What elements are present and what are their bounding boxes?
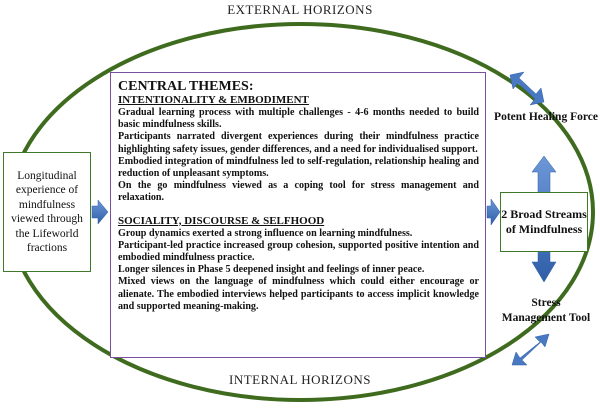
theme-item: Mixed views on the language of mindfulness which could either encourage or alienate. The embodied interviews helped participants to access implicit knowledge and supported meaning-making.: [118, 276, 479, 312]
section-heading-sociality: SOCIALITY, DISCOURSE & SELFHOOD: [118, 214, 325, 227]
internal-horizons-label: INTERNAL HORIZONS: [229, 372, 371, 387]
theme-item: Longer silences in Phase 5 deepened insight and feelings of inner peace.: [118, 264, 425, 276]
upper-diagonal-arrow: [510, 72, 544, 105]
central-themes-box: [110, 72, 486, 358]
theme-item: Participants narrated divergent experiences during their mindfulness practice highlighting safety issues, gender differences, and a need for individualised support.: [118, 131, 479, 155]
central-themes-title: CENTRAL THEMES:: [118, 79, 254, 94]
theme-item: On the go mindfulness viewed as a coping tool for stress management and relaxation.: [118, 180, 479, 204]
lifeworld-text: Longitudinal experience of mindfulness viewed through the Lifeworld fractions: [11, 169, 83, 254]
external-horizons-label: EXTERNAL HORIZONS: [227, 2, 373, 17]
theme-item: Embodied integration of mindfulness led to self-regulation, relationship healing and reduction of unpleasant symptoms.: [118, 155, 479, 180]
streams-text: 2 Broad Streams of Mindfulness: [501, 207, 587, 236]
streams-arrow: [487, 199, 500, 225]
theme-item: Gradual learning process with multiple challenges - 4-6 months needed to build basic mindfulness skills.: [118, 107, 479, 131]
healing-force-label: Potent Healing Force: [494, 111, 598, 123]
stress-tool-label: Stress Management Tool: [501, 297, 591, 324]
section-heading-intentionality: INTENTIONALITY & EMBODIMENT: [118, 94, 309, 106]
left-arrow: [92, 200, 108, 224]
theme-item: Participant-led practice increased group cohesion, supported positive intention and embodied mindfulness practice.: [118, 239, 479, 264]
lifeworld-box: [3, 152, 91, 272]
streams-box: [500, 192, 588, 252]
theme-item: Group dynamics exerted a strong influence on learning mindfulness.: [118, 227, 413, 239]
